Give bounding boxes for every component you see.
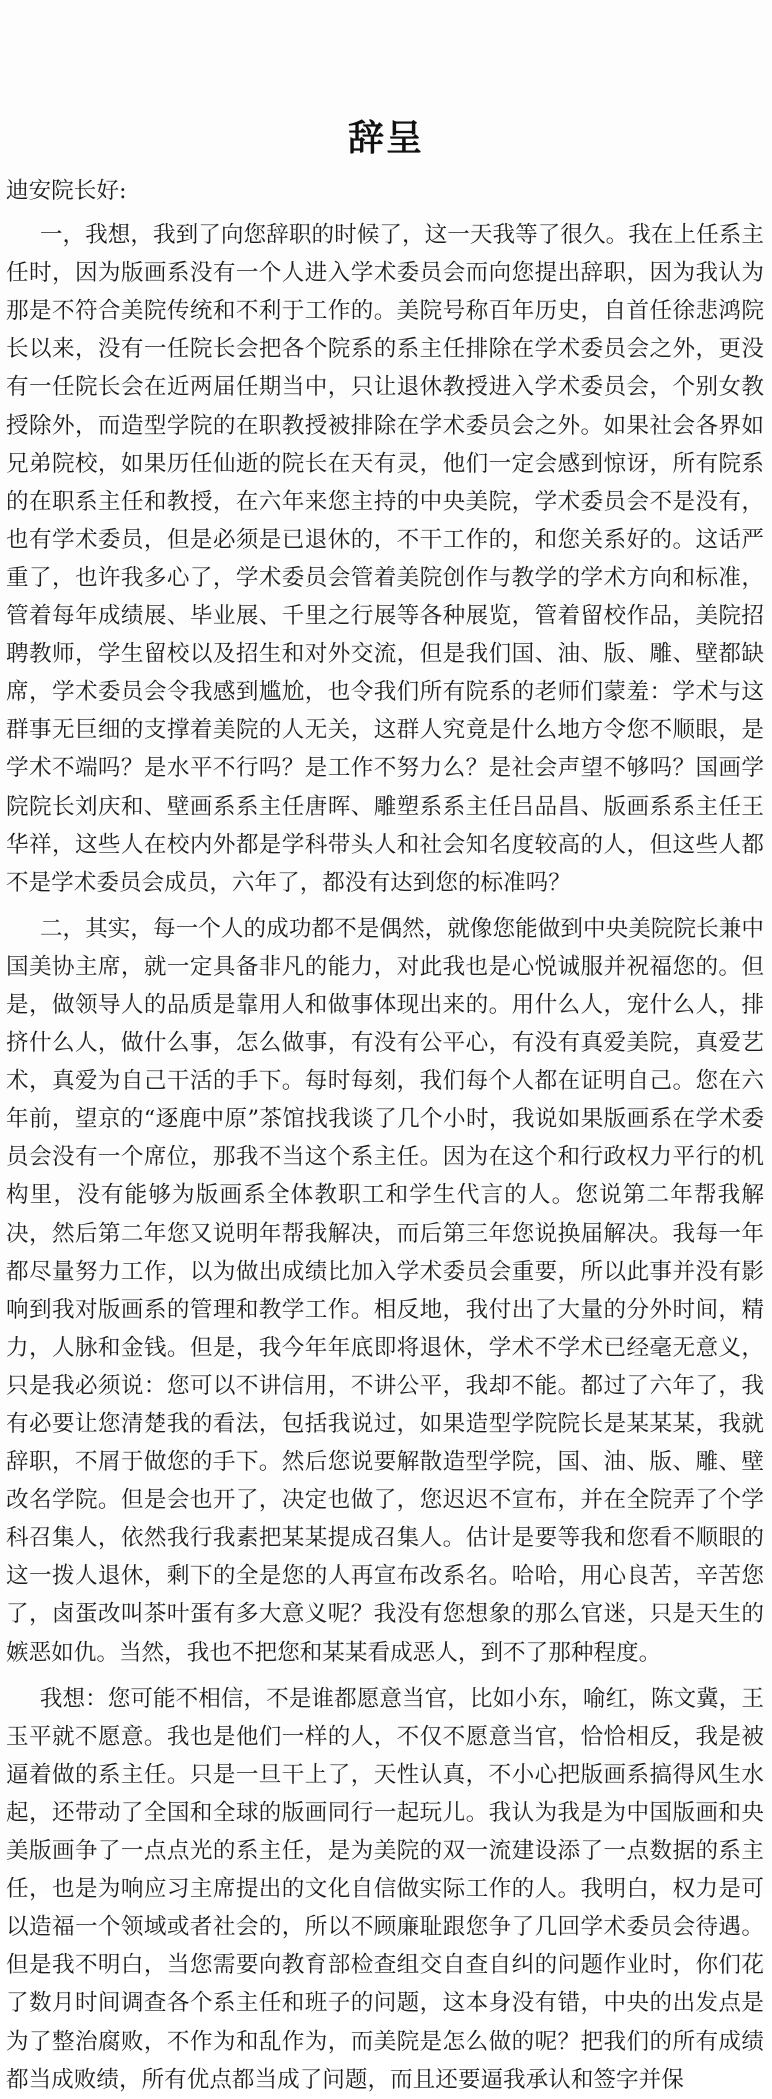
salutation: 迪安院长好: [6,178,127,204]
paragraph-2: 二，其实，每一个人的成功都不是偶然，就像您能做到中央美院院长兼中国美协主席，就一定具备非凡的能力，对此我也是心悦诚服并祝福您的。但是，做领导人的品质是靠用人和做事体现出来的。用什么人，宠什么人，排挤什么人，做什么事，怎么做事，有没有公平心，有没有真爱美院，真爱艺术，真爱为自己干活的手下。每时每刻，我们每个人都在证明自己。您在六年前，望京的“逐鹿中原”茶馆找我谈了几个小时，我说如果版画系在学术委员会没有一个席位，那我不当这个系主任。因为在这个和行政权力平行的机构里，没有能够为版画系全体教职工和学生代言的人。您说第二年帮我解决，然后第二年您又说明年帮我解决，而后第三年您说换届解决。我每一年都尽量努力工作，以为做出成绩比加入学术委员会重要，所以此事并没有影响到我对版画系的管理和教学工作。相反地，我付出了大量的分外时间，精力，人脉和金钱。但是，我今年年底即将退休，学术不学术已经毫无意义，只是我必须说：您可以不讲信用，不讲公平，我却不能。都过了六年了，我有必要让您清楚我的看法，包括我说过，如果造型学院院长是某某某，我就辞职，不屑于做您的手下。然后您说要解散造型学院，国、油、版、雕、壁改名学院。但是会也开了，决定也做了，您迟迟不宣布，并在全院弄了个学科召集人，依然我行我素把某某提成召集人。估计是要等我和您看不顺眼的这一拨人退休，剩下的全是您的人再宣布改系名。哈哈，用心良苦，辛苦您了，卤蛋改叫茶叶蛋有多大意义呢？我没有您想象的那么官迷，只是天生的嫉恶如仇。当然，我也不把您和某某看成恶人，到不了那种程度。 [6,915,764,1666]
paragraph-1: 一，我想，我到了向您辞职的时候了，这一天我等了很久。我在上任系主任时，因为版画系没有一个人进入学术委员会而向您提出辞职，因为我认为那是不符合美院传统和不利于工作的。美院号称百年历史，自首任徐悲鸿院长以来，没有一任院长会把各个院系的系主任排除在学术委员会之外，更没有一任院长会在近两届任期当中，只让退休教授进入学术委员会，个别女教授除外，而造型学院的在职教授被排除在学术委员会之外。如果社会各界如兄弟院校，如果历任仙逝的院长在天有灵，他们一定会感到惊讶，所有院系的在职系主任和教授，在六年来您主持的中央美院，学术委员会不是没有，也有学术委员，但是必须是已退休的，不干工作的，和您关系好的。这话严重了，也许我多心了，学术委员会管着美院创作与教学的学术方向和标准，管着每年成绩展、毕业展、千里之行展等各种展览，管着留校作品，美院招聘教师，学生留校以及招生和对外交流，但是我们国、油、版、雕、壁都缺席，学术委员会令我感到尴尬，也令我们所有院系的老师们蒙羞：学术与这群事无巨细的支撑着美院的人无关，这群人究竟是什么地方令您不顺眼，是学术不端吗？是水平不行吗？是工作不努力么？是社会声望不够吗？国画学院院长刘庆和、壁画系系主任唐晖、雕塑系系主任吕品昌、版画系系主任王华祥，这些人在校内外都是学科带头人和社会知名度较高的人，但这些人都不是学术委员会成员，六年了，都没有达到您的标准吗？ [6,222,764,896]
document-title: 辞呈 [347,118,424,159]
document-body [6,172,764,2099]
paragraph-3: 我想：您可能不相信，不是谁都愿意当官，比如小东，喻红，陈文冀，王玉平就不愿意。我也是他们一样的人，不仅不愿意当官，恰恰相反，我是被逼着做的系主任。只是一旦干上了，天性认真，不小心把版画系搞得风生水起，还带动了全国和全球的版画同行一起玩儿。我认为我是为中国版画和央美版画争了一点点光的系主任，是为美院的双一流建设添了一点数据的系主任，也是为响应习主席提出的文化自信做实际工作的人。我明白，权力是可以造福一个领域或者社会的，所以不顾廉耻跟您争了几回学术委员会待遇。但是我不明白，当您需要向教育部检查组交自查自纠的问题作业时，你们花了数月时间调查各个系主任和班子的问题，这本身没有错，中央的出发点是为了整治腐败，不作为和乱作为，而美院是怎么做的呢？把我们的所有成绩都当成败绩，所有优点都当成了问题，而且还要逼我承认和签字并保 [6,1685,764,2093]
